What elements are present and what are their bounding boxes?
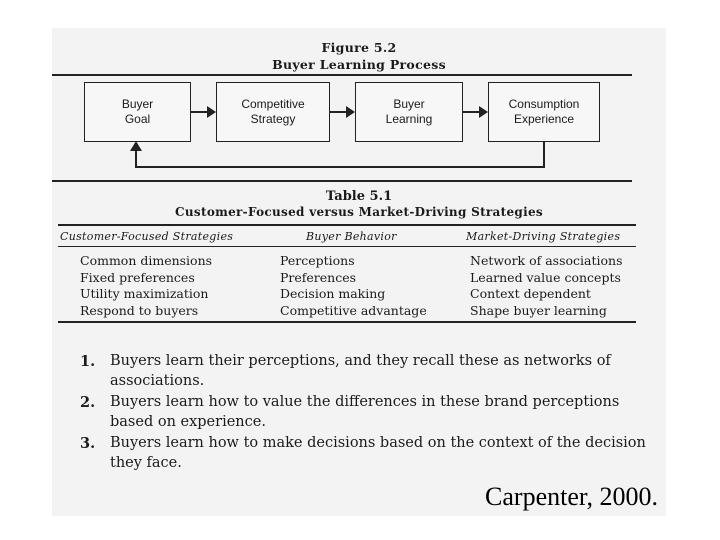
table-cell: Shape buyer learning <box>470 302 607 318</box>
list-item-number: 3. <box>80 435 96 452</box>
col-header-market: Market-Driving Strategies <box>466 230 621 243</box>
table-header-rule-top <box>58 224 636 226</box>
table-cell: Fixed preferences <box>80 269 195 285</box>
table-cell: Decision making <box>280 286 386 301</box>
list-item <box>80 352 650 391</box>
arrowhead-3 <box>479 106 488 118</box>
table-cell: Learned value concepts <box>470 269 621 285</box>
table-cell: Perceptions <box>280 253 355 268</box>
list-item-number: 2. <box>80 394 96 411</box>
table-title: Customer-Focused versus Market-Driving Strategies <box>175 205 543 219</box>
arrowhead-1 <box>207 106 216 118</box>
box-consumption-experience: Consumption Experience <box>488 82 600 142</box>
feedback-arrowhead <box>130 141 142 151</box>
table-cell: Preferences <box>280 269 357 285</box>
list-item-text: Buyers learn how to value the differences in these brand perceptions based on experience. <box>110 394 620 430</box>
list-item <box>80 434 650 473</box>
table-header-rule-bottom <box>58 246 636 247</box>
list-item-number: 1. <box>80 353 96 370</box>
box-competitive-strategy: Competitive Strategy <box>216 82 330 142</box>
table-cell: Competitive advantage <box>280 302 427 318</box>
figure-title: Buyer Learning Process <box>272 57 446 72</box>
table-label: Table 5.1 <box>325 189 393 204</box>
figure-rule <box>52 74 632 76</box>
col-header-customer: Customer-Focused Strategies <box>60 230 234 243</box>
table-cell: Common dimensions <box>80 253 213 268</box>
table-bottom-rule <box>58 321 636 323</box>
figure-label: Figure 5.2 <box>321 40 397 55</box>
feedback-line-across <box>135 166 545 168</box>
list-item <box>80 393 650 432</box>
table-cell: Respond to buyers <box>80 302 199 318</box>
feedback-line-down <box>543 142 545 167</box>
table-cell: Context dependent <box>470 286 591 301</box>
col-header-behavior: Buyer Behavior <box>306 230 397 243</box>
arrowhead-2 <box>346 106 355 118</box>
citation: Carpenter, 2000. <box>485 482 658 511</box>
table-top-rule <box>52 180 632 182</box>
box-buyer-goal: Buyer Goal <box>84 82 191 142</box>
table-cell: Network of associations <box>470 253 623 268</box>
list-item-text: Buyers learn their perceptions, and they recall these as networks of associations. <box>110 353 611 389</box>
numbered-list <box>80 352 650 475</box>
table-cell: Utility maximization <box>80 286 209 301</box>
feedback-line-up <box>135 150 137 168</box>
list-item-text: Buyers learn how to make decisions based on the context of the decision they face. <box>110 435 646 471</box>
box-buyer-learning: Buyer Learning <box>355 82 463 142</box>
